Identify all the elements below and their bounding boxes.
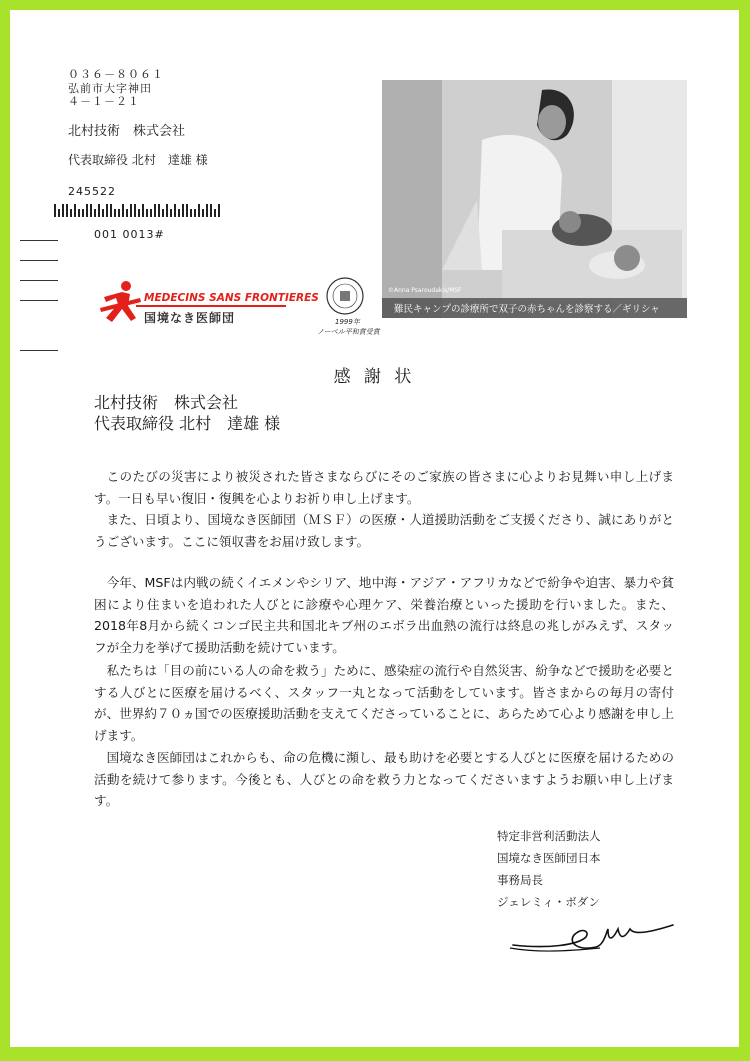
barcode-bar: [218, 204, 220, 217]
barcode-bar: [210, 204, 212, 217]
body-paragraph: 国境なき医師団はこれからも、命の危機に瀕し、最も助けを必要とする人びとに医療を届けるための活動を続けて参ります。今後とも、人びとの命を救う力となってくださいますようお願い申し上げます。: [94, 750, 674, 808]
customer-number: 245522: [68, 185, 116, 198]
barcode-bar: [118, 209, 120, 217]
barcode-bar: [78, 209, 80, 217]
barcode-bar: [86, 204, 88, 217]
body-paragraph: このたびの災害により被災された皆さまならびにそのご家族の皆さまに心よりお見舞い申し上げます。一日も早い復旧・復興を心よりお祈り申し上げます。: [94, 469, 674, 506]
photo-credit: ©Anna Psaroudakis/MSF: [388, 287, 462, 294]
barcode-bar: [110, 204, 112, 217]
nobel-seal-text: [315, 276, 316, 277]
barcode-bar: [114, 209, 116, 217]
barcode-bar: [130, 204, 132, 217]
barcode-bar: [206, 204, 208, 217]
barcode-bar: [178, 209, 180, 217]
fold-mark: [20, 350, 58, 351]
barcode-bar: [194, 209, 196, 217]
sequence-number: 001 0013#: [94, 228, 165, 241]
barcode-bar: [186, 204, 188, 217]
signature-position: 事務局長: [497, 873, 543, 887]
barcode-bar: [62, 204, 64, 217]
signature-name: ジェレミィ・ボダン: [497, 895, 600, 909]
barcode-bar: [154, 204, 156, 217]
fold-mark: [20, 300, 58, 301]
barcode-bar: [102, 209, 104, 217]
fold-mark: [20, 260, 58, 261]
barcode-bar: [94, 209, 96, 217]
barcode-bar: [166, 204, 168, 217]
signature-org-name: 国境なき医師団日本: [497, 851, 601, 865]
msf-photo: [382, 80, 687, 318]
doctor-examining-babies-image: [382, 80, 687, 318]
award-year: 1999年: [335, 318, 360, 326]
msf-logo-name-ja: 国境なき医師団: [144, 311, 236, 325]
barcode-bar: [142, 204, 144, 217]
barcode-bar: [70, 209, 72, 217]
barcode-bar: [190, 209, 192, 217]
letter-title: 感 謝 状: [333, 367, 416, 387]
barcode-bar: [134, 204, 136, 217]
msf-logo-name-en: MEDECINS SANS FRONTIERES: [144, 292, 319, 304]
barcode-bar: [146, 209, 148, 217]
barcode-bar: [54, 204, 56, 217]
barcode-bar: [98, 204, 100, 217]
barcode-bar: [138, 209, 140, 217]
barcode-bar: [66, 204, 68, 217]
postal-code: ０３６－８０６１: [68, 68, 164, 81]
barcode-bar: [90, 204, 92, 217]
mailing-company: 北村技術 株式会社: [68, 124, 186, 139]
msf-logo: [96, 278, 319, 338]
recipient-name: 代表取締役 北村 達雄 様: [94, 414, 281, 433]
barcode-bar: [74, 204, 76, 217]
barcode-bar: [162, 209, 164, 217]
barcode-bar: [126, 209, 128, 217]
recipient-company: 北村技術 株式会社: [94, 393, 239, 412]
mailing-recipient: 代表取締役 北村 達雄 様: [68, 153, 208, 167]
barcode-bar: [174, 204, 176, 217]
address-line-2: ４－１－２１: [68, 95, 140, 108]
barcode-bar: [158, 204, 160, 217]
barcode-bar: [182, 204, 184, 217]
fold-mark: [20, 240, 58, 241]
award-text: ノーベル平和賞受賞: [317, 328, 380, 336]
barcode-bar: [214, 209, 216, 217]
postal-barcode: [54, 203, 222, 217]
barcode-bar: [106, 204, 108, 217]
msf-running-man-icon: [96, 278, 146, 328]
body-paragraph: また、日頃より、国境なき医師団（ＭＳＦ）の医療・人道援助活動をご支援くださり、誠にありがとうございます。ここに領収書をお届け致します。: [94, 512, 674, 549]
letter-page: [10, 10, 739, 1047]
address-line-1: 弘前市大字神田: [68, 82, 152, 95]
barcode-bar: [122, 204, 124, 217]
fold-mark: [20, 280, 58, 281]
barcode-bar: [202, 209, 204, 217]
signature-org-type: 特定非営利活動法人: [497, 829, 601, 843]
nobel-seal-icon: [325, 276, 365, 316]
nobel-award-badge: [315, 276, 380, 342]
barcode-bar: [198, 204, 200, 217]
body-paragraph: 今年、MSFは内戦の続くイエメンやシリア、地中海・アジア・アフリカなどで紛争や迫害、暴力や貧困により住まいを追われた人びとに診療や心理ケア、栄養治療といった援助を行いました。また、2018年8月から続くコンゴ民主共和国北キブ州のエボラ出血熱の流行は終息の兆しがみえず、スタッフが全力を挙げて援助活動を続けています。: [94, 575, 674, 655]
msf-logo-underline: [136, 305, 286, 307]
photo-caption: 難民キャンプの診療所で双子の赤ちゃんを診察する／ギリシャ: [394, 304, 660, 315]
handwritten-signature: [508, 915, 678, 955]
barcode-bar: [170, 209, 172, 217]
barcode-bar: [82, 209, 84, 217]
body-paragraph: 私たちは「目の前にいる人の命を救う」ために、感染症の流行や自然災害、紛争などで援助を必要とする人びとに医療を届けるべく、スタッフ一丸となって活動をしています。皆さまからの毎月の寄付が、世界約７０ヵ国での医療援助活動を支えてくださっていることに、あらためて心より感謝を申し上げます。: [94, 663, 674, 743]
barcode-bar: [150, 209, 152, 217]
barcode-bar: [58, 209, 60, 217]
